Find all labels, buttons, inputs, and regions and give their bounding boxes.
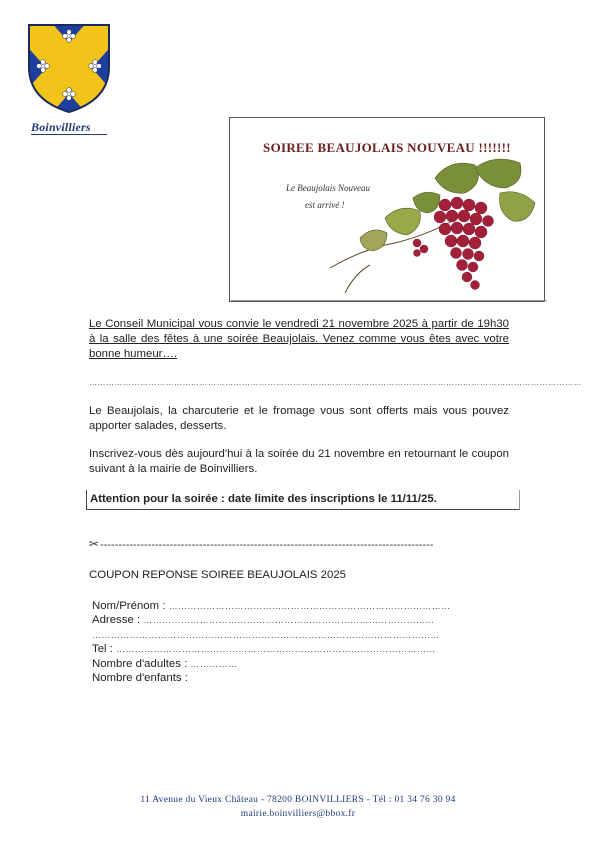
deadline-notice: Attention pour la soirée : date limite des inscriptions le 11/11/25.	[86, 490, 520, 510]
children-field[interactable]	[92, 671, 188, 685]
grape-vine-illustration	[325, 153, 540, 299]
poster-shadow-line	[231, 300, 547, 301]
town-underline	[31, 134, 107, 135]
signup-paragraph: Inscrivez-vous dès aujourd'hui à la soirée du 21 novembre en retournant le coupon suivant à la mairie de Boinvilliers.	[89, 448, 509, 475]
offer-paragraph: Le Beaujolais, la charcuterie et le fromage vous sont offerts mais vous pouvez apporter salades, desserts.	[89, 405, 509, 432]
address-field-line-2[interactable]	[92, 628, 440, 642]
tel-field[interactable]	[92, 642, 436, 656]
tel-dots: …………………………………………………………………………………………	[116, 644, 436, 654]
coat-of-arms-logo	[26, 22, 112, 114]
poster-script-line-2: est arrivé !	[305, 200, 345, 210]
footer-address: 11 Avenue du Vieux Château - 78200 BOINVILLIERS - Tél : 01 34 76 30 94	[140, 795, 456, 805]
coupon-title: COUPON REPONSE SOIREE BEAUJOLAIS 2025	[89, 569, 347, 581]
children-label: Nombre d'enfants :	[92, 672, 188, 684]
tel-label: Tel :	[92, 643, 113, 655]
address-label: Adresse :	[92, 614, 141, 626]
dotted-separator: …………………………………………………………………………………………………………………………………………………………	[89, 378, 582, 387]
invitation-paragraph: Le Conseil Municipal vous convie le vendredi 21 novembre 2025 à partir de 19h30 à la salle des fêtes à une soirée Beaujolais. Venez comme vous êtes avec votre bonne humeur….	[89, 318, 509, 360]
name-dots: ………………………………………………………………………………	[168, 601, 451, 611]
adults-field[interactable]	[92, 657, 237, 671]
name-label: Nom/Prénom :	[92, 600, 166, 612]
town-name: Boinvilliers	[31, 120, 91, 134]
name-field[interactable]	[92, 599, 451, 613]
poster-script-line-1: Le Beaujolais Nouveau	[286, 183, 370, 193]
cut-dashes: -------------------------------------------------------------------------------------------	[100, 539, 434, 551]
event-poster	[229, 117, 545, 302]
adults-label: Nombre d'adultes :	[92, 658, 188, 670]
address-field[interactable]	[92, 613, 435, 627]
address-dots-2: …………………………………………………………………………………………………	[92, 630, 440, 640]
cut-line	[89, 537, 503, 551]
address-dots: …………………………………………………………………………………	[143, 615, 435, 625]
poster-title: SOIREE BEAUJOLAIS NOUVEAU !!!!!!!	[263, 140, 511, 155]
adults-dots: ……………	[190, 659, 238, 669]
footer-email: mairie.boinvilliers@bbox.fr	[240, 809, 356, 819]
scissors-icon: ✂	[89, 537, 100, 551]
